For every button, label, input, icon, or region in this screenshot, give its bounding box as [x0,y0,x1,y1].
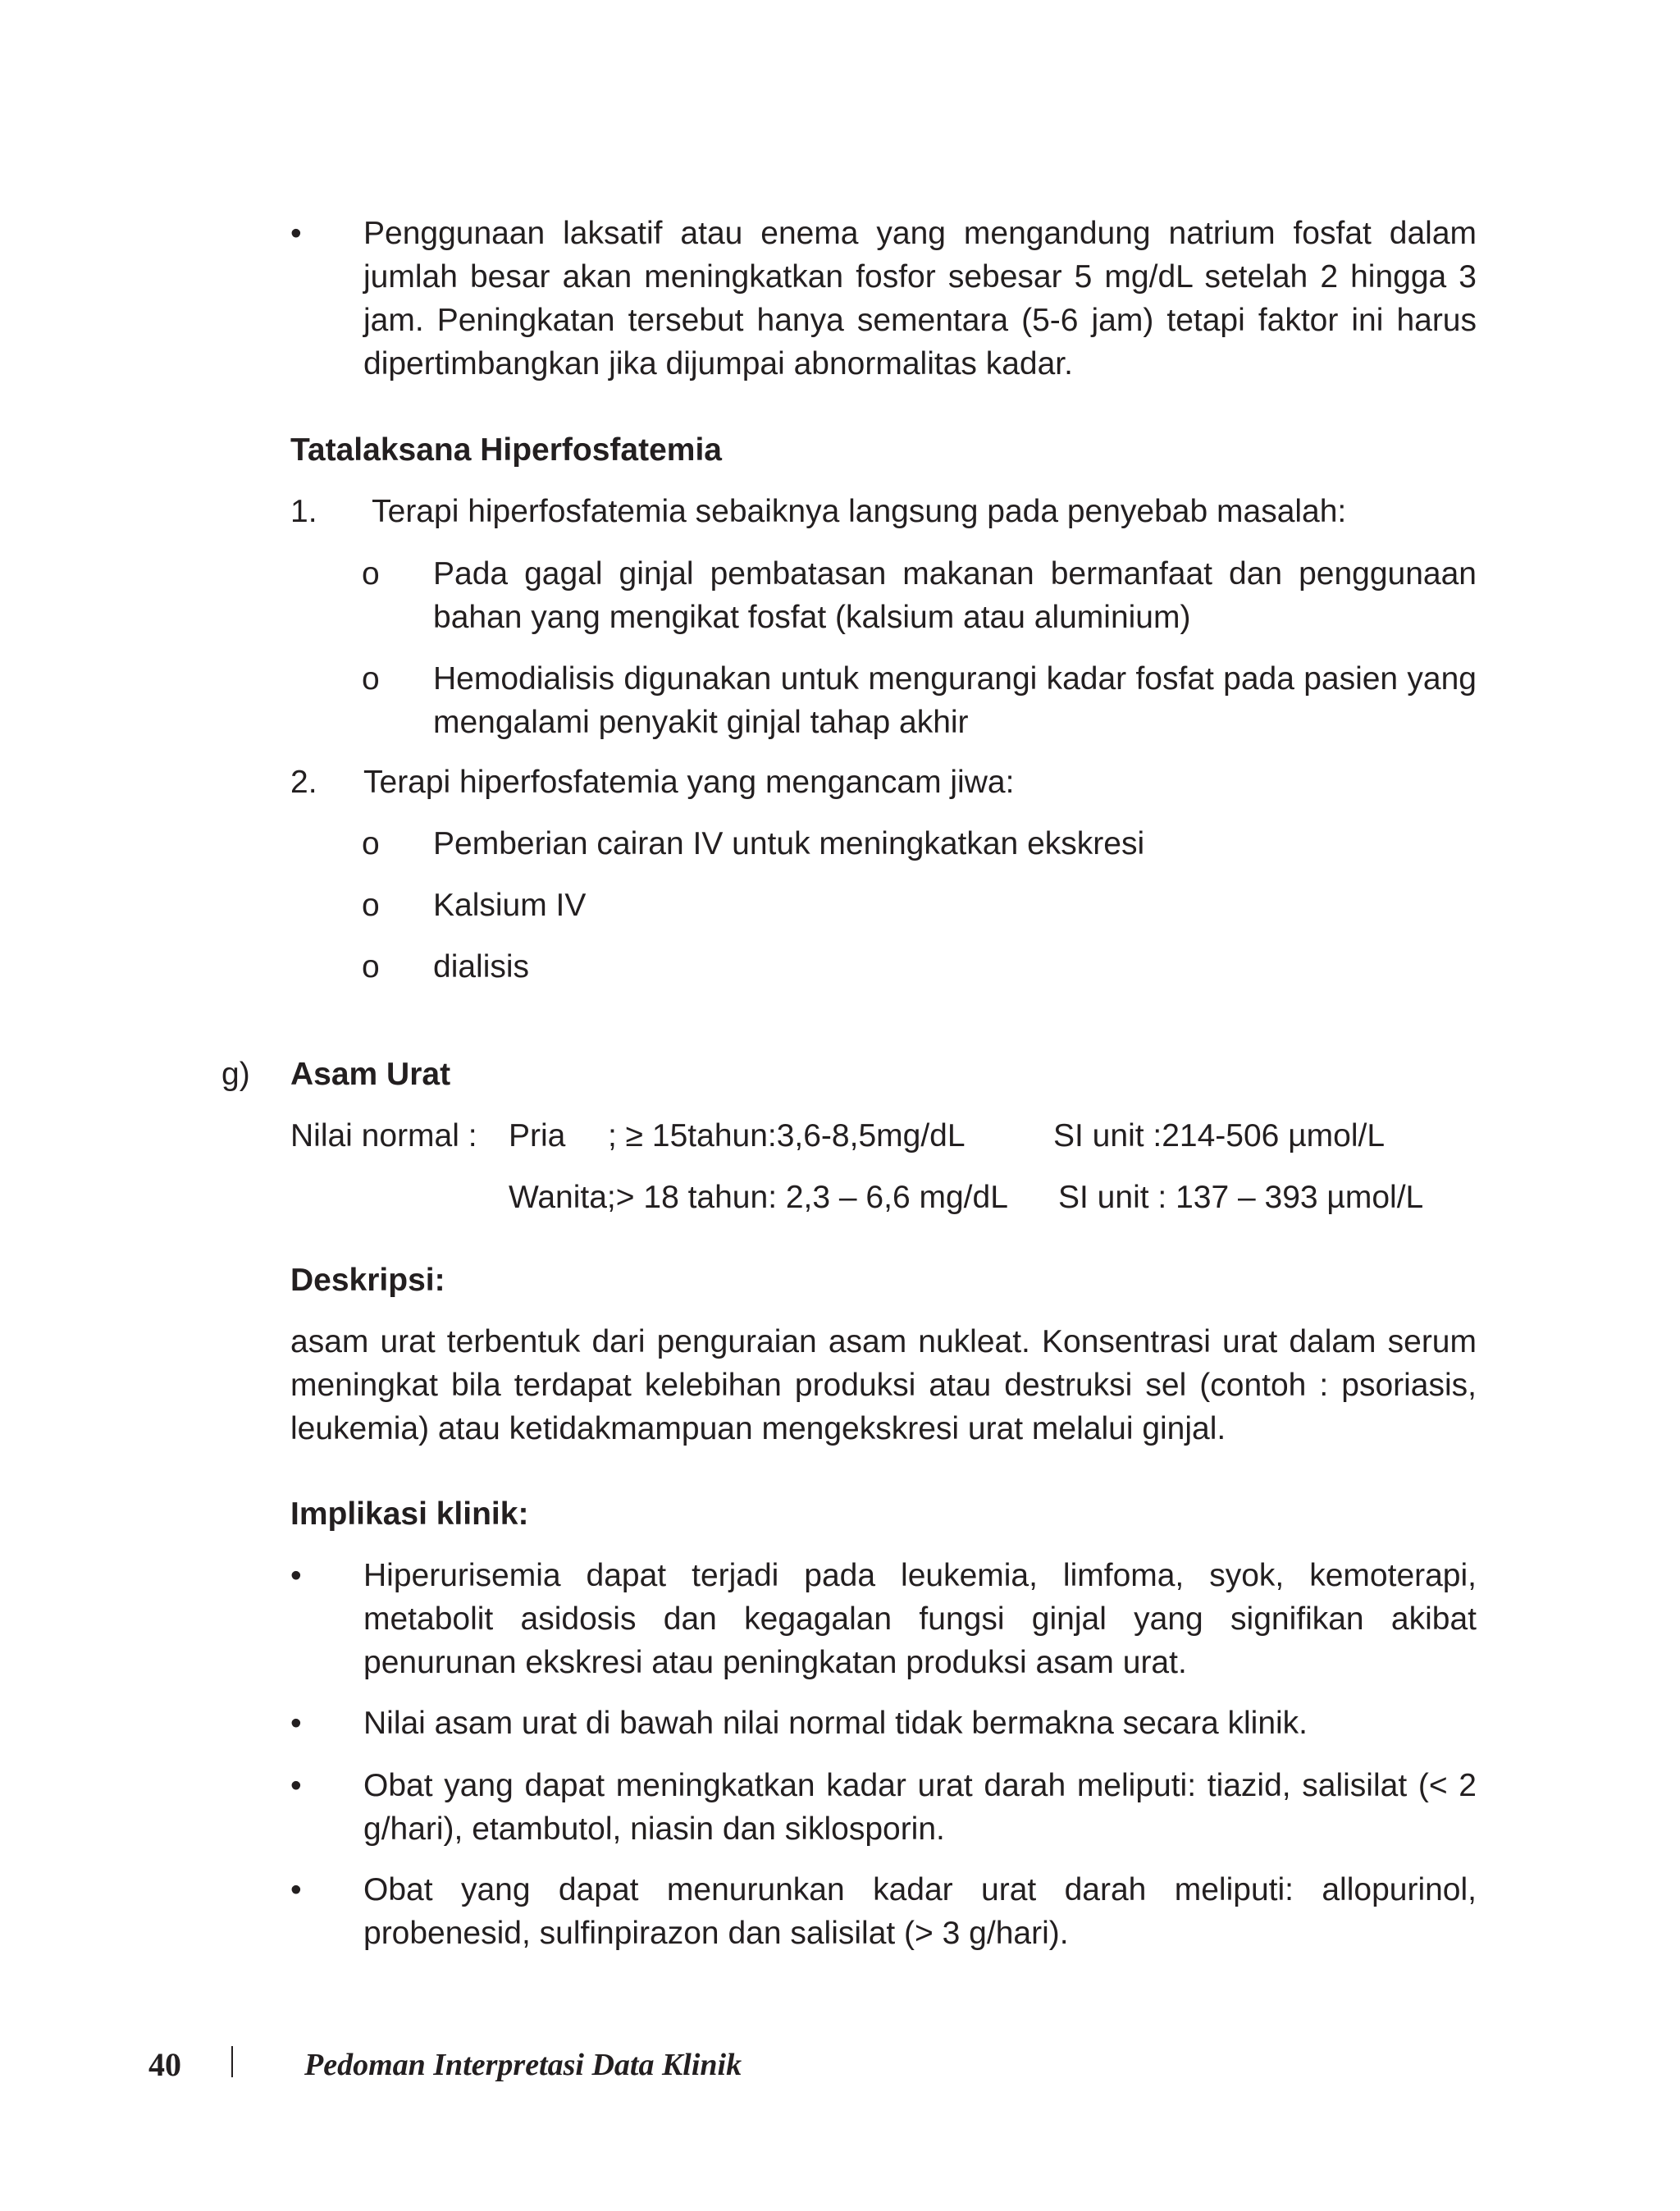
sub-item-1-2: Hemodialisis digunakan untuk mengurangi kadar fosfat pada pasien yang mengalami penyakit ginjal tahap akhir [433,661,1477,740]
sub-item-1-1: Pada gagal ginjal pembatasan makanan bermanfaat dan penggunaan bahan yang mengikat fosfat (kalsium atau aluminium) [433,556,1477,635]
tatalaksana-heading: Tatalaksana Hiperfosfatemia [290,432,722,468]
book-title: Pedoman Interpretasi Data Klinik [304,2048,742,2082]
sub-bullet-marker: o [362,888,380,923]
list-item-2-text: Terapi hiperfosfatemia yang mengancam jiwa: [363,765,1015,800]
sub-item-2-2: Kalsium IV [433,888,587,923]
normal-value-si-wanita: SI unit : 137 – 393 µmol/L [1058,1180,1424,1215]
footer-divider [231,2046,233,2077]
sub-item-2-3: dialisis [433,949,530,984]
normal-value-wanita: Wanita;> 18 tahun: 2,3 – 6,6 mg/dL [509,1180,1008,1215]
page-number: 40 [148,2046,181,2083]
implikasi-bullet-2: Nilai asam urat di bawah nilai normal tidak bermakna secara klinik. [363,1706,1308,1741]
normal-value-si-pria: SI unit :214-506 µmol/L [1053,1118,1386,1153]
list-item-1-text: Terapi hiperfosfatemia sebaiknya langsung pada penyebab masalah: [363,494,1347,529]
sub-bullet-marker: o [362,661,380,697]
implikasi-heading: Implikasi klinik: [290,1496,529,1532]
implikasi-bullet-3: Obat yang dapat meningkatkan kadar urat darah meliputi: tiazid, salisilat (< 2 g/hari), etambutol, niasin dan siklosporin. [363,1768,1477,1847]
implikasi-bullet-4: Obat yang dapat menurunkan kadar urat darah meliputi: allopurinol, probenesid, sulfinpirazon dan salisilat (> 3 g/hari). [363,1872,1477,1951]
sub-bullet-marker: o [362,949,380,984]
normal-value-range-pria: ; ≥ 15tahun:3,6-8,5mg/dL [608,1118,966,1153]
bullet-marker: • [290,1558,302,1593]
sub-item-2-1: Pemberian cairan IV untuk meningkatkan ekskresi [433,826,1145,861]
intro-bullet-text: Penggunaan laksatif atau enema yang mengandung natrium fosfat dalam jumlah besar akan meningkatkan fosfor sebesar 5 mg/dL setelah 2 hingga 3 jam. Peningkatan tersebut hanya sementara (5-6 jam) tetapi faktor ini harus dipertimbangkan jika dijumpai abnormalitas kadar. [363,216,1477,381]
normal-value-label: Nilai normal : [290,1118,477,1153]
normal-value-group-pria: Pria [509,1118,566,1153]
list-number-2: 2. [290,765,317,800]
bullet-marker: • [290,1706,302,1741]
deskripsi-text: asam urat terbentuk dari penguraian asam nukleat. Konsentrasi urat dalam serum meningkat bila terdapat kelebihan produksi atau destruksi sel (contoh : psoriasis, leukemia) atau ketidakmampuan mengekskresi urat melalui ginjal. [290,1324,1477,1446]
section-title: Asam Urat [290,1057,451,1092]
bullet-marker: • [290,216,302,251]
list-number-1: 1. [290,494,317,529]
bullet-marker: • [290,1768,302,1803]
section-letter: g) [221,1057,250,1092]
deskripsi-heading: Deskripsi: [290,1263,445,1298]
sub-bullet-marker: o [362,556,380,592]
sub-bullet-marker: o [362,826,380,861]
implikasi-bullet-1: Hiperurisemia dapat terjadi pada leukemia, limfoma, syok, kemoterapi, metabolit asidosis dan kegagalan fungsi ginjal yang signifikan akibat penurunan ekskresi atau peningkatan produksi asam urat. [363,1558,1477,1680]
bullet-marker: • [290,1872,302,1907]
